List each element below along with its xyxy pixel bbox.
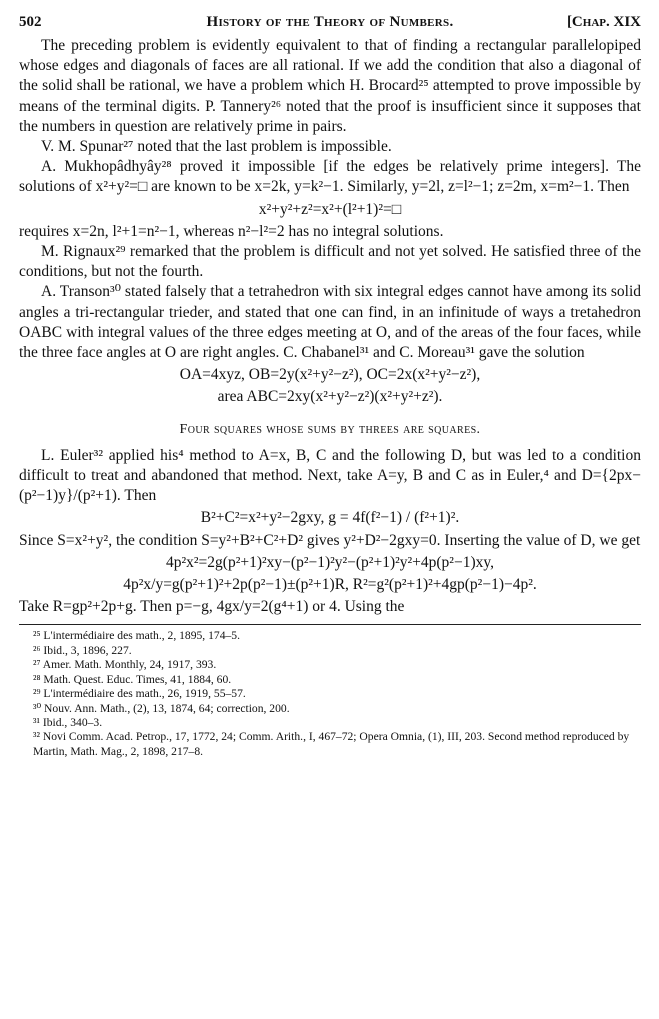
paragraph: The preceding problem is evidently equivalent to that of finding a rectangular parallelopiped whose edges and diagonals of faces are all rational. If we add the condition that also a diagonal of the solid shall be rational, we have a problem which H. Brocard²⁵ attempted to prove impossible by means of the terminal digits. P. Tannery²⁶ noted that the proof is insufficient since it supposes that the numbers in question are relatively prime in pairs.	[19, 37, 641, 135]
equation: B²+C²=x²+y²−2gxy, g = 4f(f²−1) / (f²+1)².	[200, 509, 460, 527]
page-number: 502	[19, 14, 42, 30]
footnote: ²⁷ Amer. Math. Monthly, 24, 1917, 393.	[33, 658, 217, 672]
footnote: ³⁰ Nouv. Ann. Math., (2), 13, 1874, 64; correction, 200.	[33, 701, 290, 715]
equation: x²+y²+z²=x²+(l²+1)²=□	[258, 200, 402, 218]
running-title: History of the Theory of Numbers.	[206, 14, 454, 30]
paragraph: Take R=gp²+2p+g. Then p=−g, 4gx/y=2(g⁴+1) or 4. Using the	[19, 598, 405, 616]
paragraph: Since S=x²+y², the condition S=y²+B²+C²+D² gives y²+D²−2gxy=0. Inserting the value of D, we get	[19, 531, 641, 549]
footnotes	[19, 629, 641, 759]
paragraph: A. Transon³⁰ stated falsely that a tetrahedron with six integral edges cannot have among its solid angles a tri-rectangular trieder, and stated that one can find, in an infinitude of ways a tretahedron OABC with integral values of the three edges meeting at O, and of the areas of the four faces, while the three face angles at O are right angles. C. Chabanel³¹ and C. Moreau³¹ gave the solution	[19, 283, 641, 362]
chapter-label: [Chap. XIX	[566, 14, 641, 30]
equation: 4p²x²=2g(p²+1)²xy−(p²−1)²y²−(p²+1)²y²+4p(p²−1)xy,	[166, 553, 494, 571]
book-page	[19, 10, 641, 759]
footnote-rule	[19, 624, 641, 625]
footnote: ³² Novi Comm. Acad. Petrop., 17, 1772, 24; Comm. Arith., I, 467–72; Opera Omnia, (1), III, 203. Second method reproduced by Martin, Math. Mag., 2, 1898, 217–8.	[33, 730, 630, 758]
paragraph: M. Rignaux²⁹ remarked that the problem is difficult and not yet solved. He satisfied three of the conditions, but not the fourth.	[19, 243, 641, 281]
paragraph: V. M. Spunar²⁷ noted that the last problem is impossible.	[41, 138, 392, 156]
main-text	[19, 36, 641, 617]
footnote: ²⁹ L'intermédiaire des math., 26, 1919, 55–57.	[33, 687, 246, 701]
equation: 4p²x/y=g(p²+1)²+2p(p²−1)±(p²+1)R, R²=g²(p²+1)²+4gp(p²−1)−4p².	[123, 576, 537, 594]
page-header	[19, 10, 641, 36]
footnote: ³¹ Ibid., 340–3.	[33, 715, 103, 729]
footnote: ²⁸ Math. Quest. Educ. Times, 41, 1884, 60.	[33, 672, 232, 686]
footnote: ²⁶ Ibid., 3, 1896, 227.	[33, 643, 132, 657]
equation: OA=4xyz, OB=2y(x²+y²−z²), OC=2x(x²+y²−z²),	[179, 366, 481, 384]
paragraph: requires x=2n, l²+1=n²−1, whereas n²−l²=2 has no integral solutions.	[19, 222, 444, 240]
section-title: Four squares whose sums by threes are squares.	[179, 421, 481, 437]
equation: area ABC=2xy(x²+y²−z²)(x²+y²+z²).	[217, 388, 443, 406]
footnote: ²⁵ L'intermédiaire des math., 2, 1895, 174–5.	[33, 629, 240, 643]
paragraph: L. Euler³² applied his⁴ method to A=x, B, C and the following D, but was led to a condition difficult to treat and abandoned that method. Next, take A=y, B and C as in Euler,⁴ and D={2px−(p²−1)y}/(p²+1). Then	[19, 446, 641, 505]
paragraph: A. Mukhopâdhyây²⁸ proved it impossible [if the edges be relatively prime integers]. The solutions of x²+y²=□ are known to be x=2k, y=k²−1. Similarly, y=2l, z=l²−1; z=2m, x=m²−1. Then	[19, 158, 641, 196]
